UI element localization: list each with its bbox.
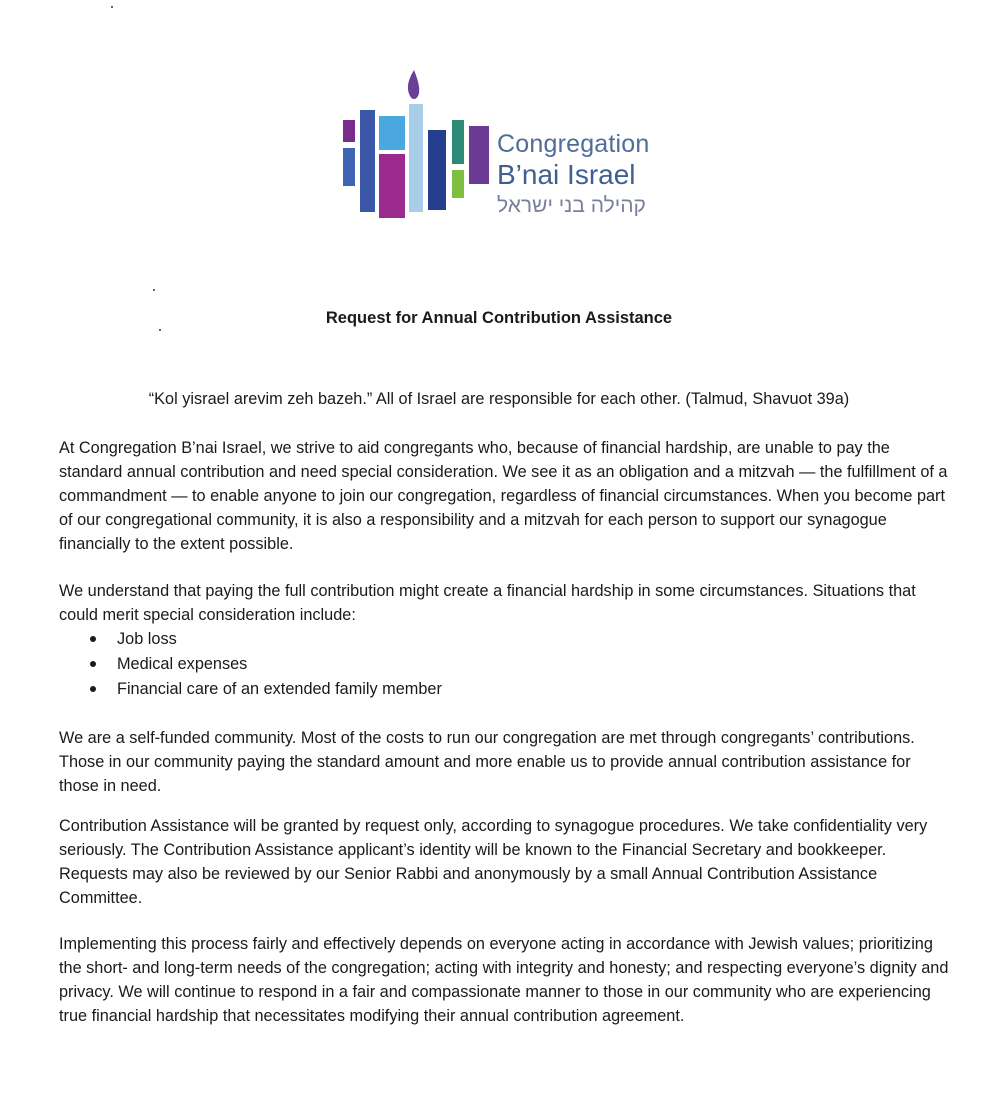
logo-bar (452, 170, 464, 198)
logo-bar (379, 154, 405, 218)
scan-dot (111, 6, 113, 8)
candle-flame-icon (408, 70, 419, 99)
paragraph-confidentiality: Contribution Assistance will be granted by request only, according to synagogue procedures. We take confidentiality very seriously. The Contribution Assistance applicant’s identity will be known to the Financial Secretary and bookkeeper. Requests may also be reviewed by our Senior Rabbi and anonymously by a small Annual Contribution Assistance Committee. (59, 817, 928, 907)
logo-bar (360, 110, 375, 212)
paragraph-self-funded: We are a self-funded community. Most of the costs to run our congregation are met through congregants’ contributions. Those in our community paying the standard amount and more enable us to provide annual contribution assistance for those in need. (59, 729, 915, 795)
paragraph-implementation: Implementing this process fairly and effectively depends on everyone acting in accordance with Jewish values; prioritizing the short- and long-term needs of the congregation; acting with integrity and honesty; and respecting everyone’s dignity and privacy. We will continue to respond in a fair and compassionate manner to those in our community who are experiencing true financial hardship that necessitates modifying their annual contribution agreement. (59, 935, 949, 1025)
scan-dot (153, 289, 155, 291)
logo-bar (343, 148, 355, 186)
list-item: Medical expenses (59, 652, 442, 677)
list-item: Financial care of an extended family member (59, 677, 442, 702)
quote: “Kol yisrael arevim zeh bazeh.” All of Israel are responsible for each other. (Talmud, Shavuot 39a) (148, 390, 850, 408)
scan-dot (159, 329, 161, 331)
logo-bar (343, 120, 355, 142)
logo-bar (379, 116, 405, 150)
logo-bar (428, 130, 446, 210)
logo-text-congregation: Congregation (497, 130, 650, 158)
paragraph-hardship: We understand that paying the full contribution might create a financial hardship in some circumstances. Situations that could merit special consideration include: (59, 582, 916, 624)
logo-text-bnai-israel: B’nai Israel (497, 159, 636, 190)
hardship-list (59, 627, 442, 702)
document-title: Request for Annual Contribution Assistance (325, 309, 673, 327)
list-item: Job loss (59, 627, 442, 652)
candle (409, 104, 423, 212)
paragraph-intro: At Congregation B’nai Israel, we strive to aid congregants who, because of financial hardship, are unable to pay the standard annual contribution and need special consideration. We see it as an obligation and a mitzvah — the fulfillment of a commandment — to enable anyone to join our congregation, regardless of financial circumstances. When you become part of our congregational community, it is also a responsibility and a mitzvah for each person to support our synagogue financially to the extent possible. (59, 439, 948, 553)
logo-bar (469, 126, 489, 184)
logo-text-hebrew: קהילה בני ישראל (497, 194, 646, 217)
logo-bar (452, 120, 464, 164)
